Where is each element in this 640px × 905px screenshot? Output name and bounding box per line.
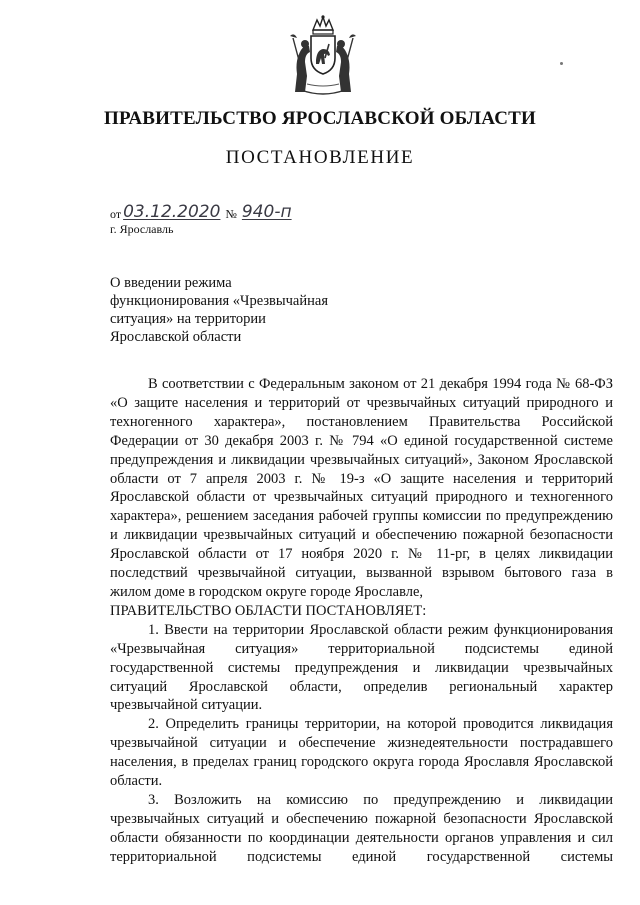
subject-line: функционирования «Чрезвычайная [110, 293, 328, 309]
number-prefix: № [225, 207, 237, 221]
document-body [110, 375, 613, 867]
item-paragraph: 1. Ввести на территории Ярославской области режим функционирования «Чрезвычайная ситуация» территориальной подсистемы единой государственной системы предупреждения и ликвидации чрезвычайных ситуаций Ярославской области, определив региональный характер чрезвычайной ситуации. [110, 621, 613, 714]
date-prefix: от [110, 207, 122, 221]
document-date: 03.12.2020 [123, 202, 221, 222]
date-number-line [110, 200, 294, 222]
document-number: 940-п [241, 202, 292, 222]
yaroslavl-coat-of-arms-icon [287, 14, 359, 98]
item-paragraph: 2. Определить границы территории, на которой проводится ликвидация чрезвычайной ситуации и обеспечение жизнедеятельности пострадавшего населения, в пределах границ городского округа города Ярославля Ярославской области. [110, 716, 613, 790]
subject-line: ситуация» на территории [110, 311, 266, 327]
subject-line: О введении режима [110, 275, 232, 291]
scan-speck [560, 62, 563, 65]
document-subject [110, 274, 390, 346]
resolve-line: ПРАВИТЕЛЬСТВО ОБЛАСТИ ПОСТАНОВЛЯЕТ: [110, 602, 427, 619]
item-paragraph: 3. Возложить на комиссию по предупреждению и ликвидации чрезвычайных ситуаций и обеспечению пожарной безопасности Ярославской области обязанности по координации деятельности органов управления и сил территориальной подсистемы единой государственной системы [110, 791, 613, 865]
government-title: ПРАВИТЕЛЬСТВО ЯРОСЛАВСКОЙ ОБЛАСТИ [104, 108, 536, 129]
city-label: г. Ярославль [110, 222, 174, 236]
document-type: ПОСТАНОВЛЕНИЕ [225, 147, 415, 168]
preamble-paragraph: В соответствии с Федеральным законом от 21 декабря 1994 года № 68-ФЗ «О защите населения и территорий от чрезвычайных ситуаций природного и техногенного характера», постановлением Правительства Российской Федерации от 30 декабря 2003 г. № 794 «О единой государственной системе предупреждения и ликвидации чрезвычайных ситуаций», Законом Ярославской области от 7 апреля 2003 г. № 19-з «О защите населения и территорий Ярославской области от чрезвычайных ситуаций природного и техногенного характера», решением заседания рабочей группы комиссии по предупреждению и ликвидации чрезвычайных ситуаций и обеспечению пожарной безопасности Ярославской области от 17 ноября 2020 г. № 11-рг, в целях ликвидации последствий чрезвычайной ситуации, вызванной взрывом бытового газа в жилом доме в городском округе городе Ярославле, [110, 376, 613, 600]
subject-line: Ярославской области [110, 329, 242, 345]
